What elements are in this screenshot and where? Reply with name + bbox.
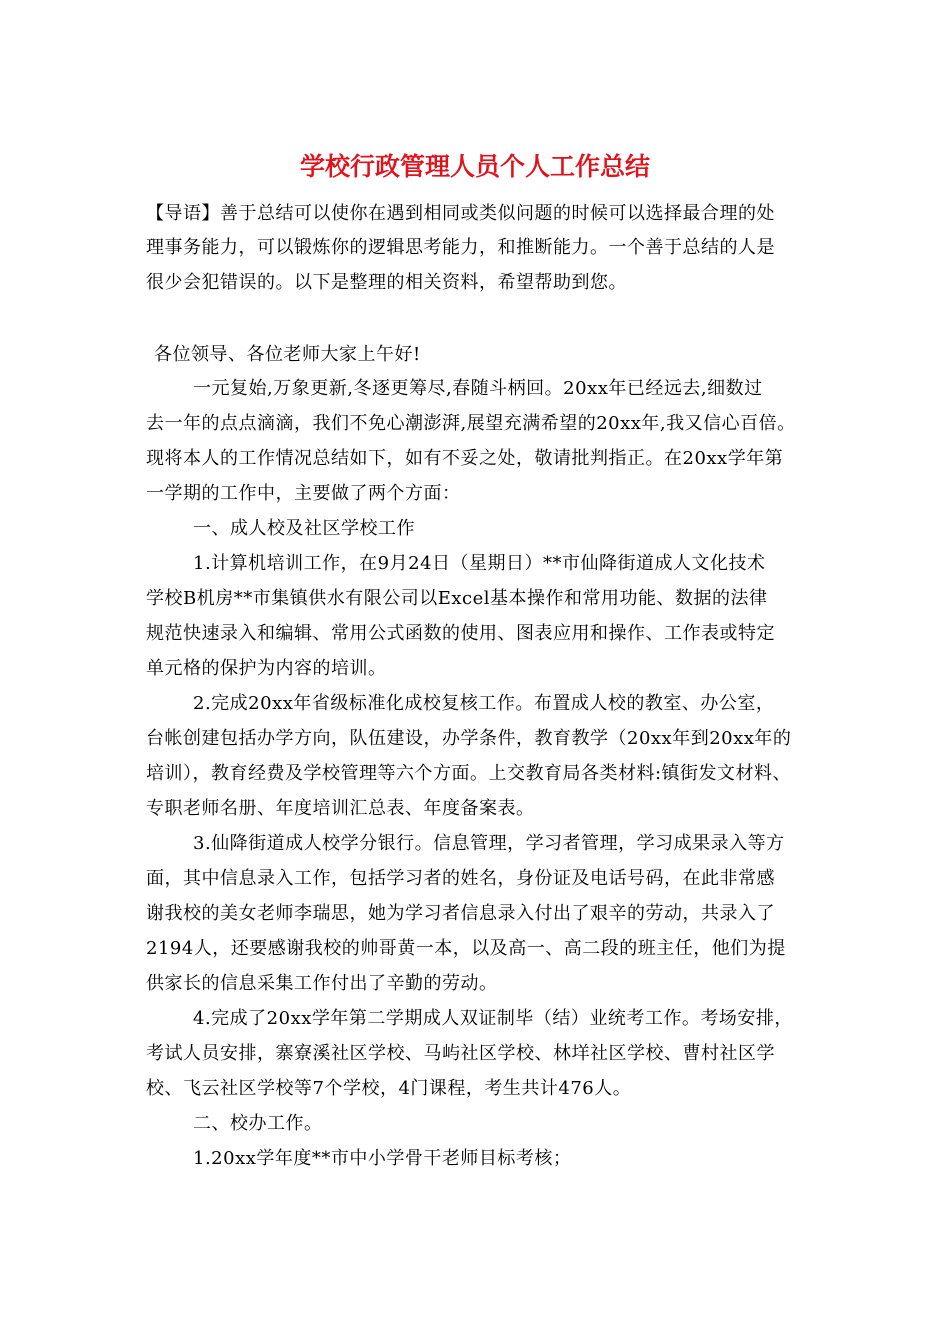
paragraph-line: 2.完成20xx年省级标准化成校复核工作。布置成人校的教室、办公室， xyxy=(193,693,775,714)
paragraph-line: 谢我校的美女老师李瑞思，她为学习者信息录入付出了艰辛的劳动，共录入了 xyxy=(146,903,775,924)
paragraph-line: 专职老师名册、年度培训汇总表、年度备案表。 xyxy=(146,798,535,819)
intro-line: 【导语】善于总结可以使你在遇到相同或类似问题的时候可以选择最合理的处 xyxy=(146,203,775,224)
paragraph-line: 台帐创建包括办学方向，队伍建设，办学条件，教育教学（20xx年到20xx年的 xyxy=(146,728,792,749)
paragraph-line: 2194人，还要感谢我校的帅哥黄一本，以及高一、高二段的班主任，他们为提 xyxy=(146,938,786,959)
document-title: 学校行政管理人员个人工作总结 xyxy=(299,152,650,181)
intro-line: 很少会犯错误的。以下是整理的相关资料，希望帮助到您。 xyxy=(146,272,627,293)
section-heading: 二、校办工作。 xyxy=(193,1113,323,1134)
paragraph-line: 规范快速录入和编辑、常用公式函数的使用、图表应用和操作、工作表或特定 xyxy=(146,623,775,644)
paragraph-line: 考试人员安排，寨寮溪社区学校、马屿社区学校、林垟社区学校、曹村社区学 xyxy=(146,1043,775,1064)
paragraph-line: 一学期的工作中，主要做了两个方面： xyxy=(146,483,461,504)
paragraph-line: 一元复始,万象更新,冬逐更筹尽,春随斗柄回。20xx年已经远去,细数过 xyxy=(193,378,763,399)
paragraph-line: 培训），教育经费及学校管理等六个方面。上交教育局各类材料:镇街发文材料、 xyxy=(146,763,792,784)
paragraph-line: 现将本人的工作情况总结如下，如有不妥之处，敬请批判指正。在20xx学年第 xyxy=(146,448,784,469)
paragraph-line: 学校B机房**市集镇供水有限公司以Excel基本操作和常用功能、数据的法律 xyxy=(146,588,768,609)
paragraph-line: 去一年的点点滴滴，我们不免心潮澎湃,展望充满希望的20xx年,我又信心百倍。 xyxy=(146,413,796,434)
paragraph-line: 单元格的保护为内容的培训。 xyxy=(146,658,387,679)
paragraph-line: 校、飞云社区学校等7个学校，4门课程，考生共计476人。 xyxy=(146,1078,632,1099)
paragraph-line: 1.20xx学年度**市中小学骨干老师目标考核； xyxy=(193,1148,572,1169)
paragraph-line: 4.完成了20xx学年第二学期成人双证制毕（结）业统考工作。考场安排， xyxy=(193,1008,793,1029)
paragraph-line: 1.计算机培训工作，在9月24日（星期日）**市仙降街道成人文化技术 xyxy=(193,553,766,574)
paragraph-line: 3.仙降街道成人校学分银行。信息管理，学习者管理，学习成果录入等方 xyxy=(193,833,785,854)
intro-line: 理事务能力，可以锻炼你的逻辑思考能力，和推断能力。一个善于总结的人是 xyxy=(146,237,775,258)
paragraph-line: 供家长的信息采集工作付出了辛勤的劳动。 xyxy=(146,973,498,994)
paragraph-line: 面，其中信息录入工作，包括学习者的姓名，身份证及电话号码，在此非常感 xyxy=(146,868,775,889)
greeting: 各位领导、各位老师大家上午好! xyxy=(154,344,421,365)
section-heading: 一、成人校及社区学校工作 xyxy=(193,518,415,539)
